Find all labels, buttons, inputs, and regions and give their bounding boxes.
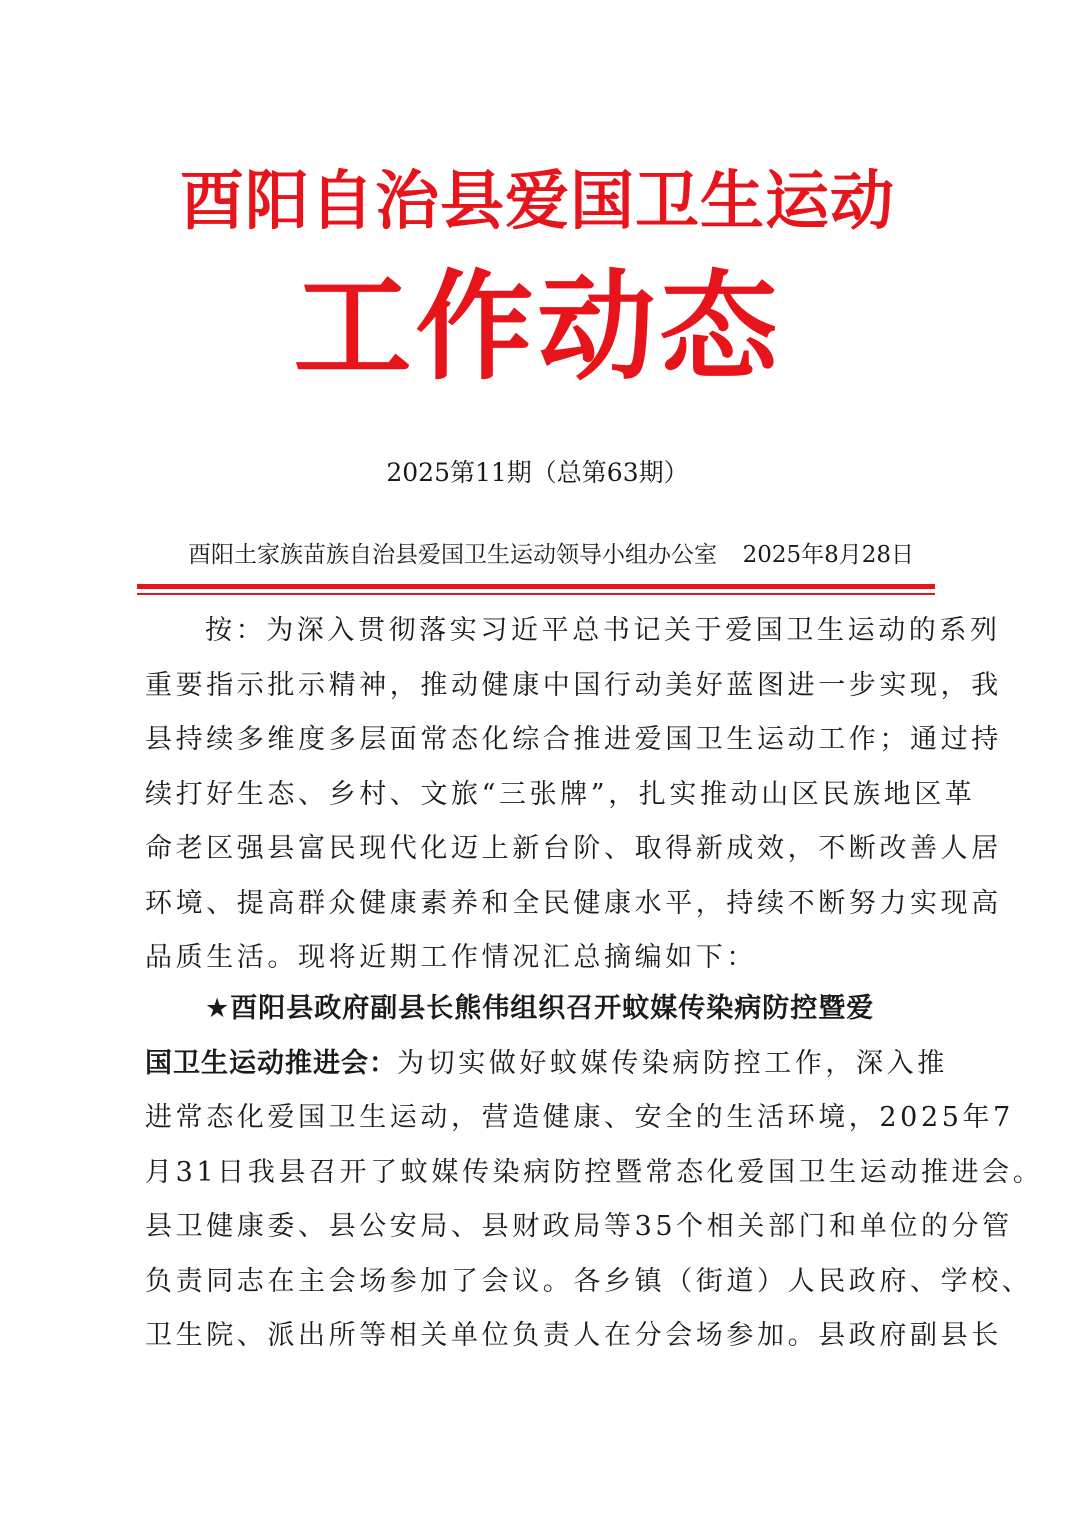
article-line: 卫生院、派出所等相关单位负责人在分会场参加。县政府副县长 <box>145 1320 1002 1351</box>
news-article <box>145 982 1044 1364</box>
intro-line: 县持续多维度多层面常态化综合推进爱国卫生运动工作；通过持 <box>145 724 1002 755</box>
article-line <box>145 1037 948 1092</box>
article-line: 县卫健康委、县公安局、县财政局等35个相关部门和单位的分管 <box>145 1211 1013 1242</box>
issue-number: 2025第11期（总第63期） <box>386 458 689 487</box>
issue-date: 2025年8月28日 <box>742 542 914 568</box>
intro-line: 环境、提高群众健康素养和全民健康水平，持续不断努力实现高 <box>145 887 1002 919</box>
intro-line: 命老区强县富民现代化迈上新台阶、取得新成效，不断改善人居 <box>145 833 1002 864</box>
intro-line: 续打好生态、乡村、文旅“三张牌”，扎实推动山区民族地区革 <box>145 778 976 810</box>
red-divider-thick <box>137 584 935 589</box>
masthead-subtitle: 工作动态 <box>293 257 782 396</box>
issuing-organization: 酉阳土家族苗族自治县爱国卫生运动领导小组办公室 <box>188 542 717 568</box>
article-headline-end: 国卫生运动推进会： <box>145 1047 397 1079</box>
article-headline-line <box>145 982 945 1037</box>
article-line: 进常态化爱国卫生运动，营造健康、安全的生活环境，2025年7 <box>145 1102 1014 1133</box>
red-divider-thin <box>137 593 935 595</box>
intro-line: 按：为深入贯彻落实习近平总书记关于爱国卫生运动的系列 <box>205 615 1001 646</box>
intro-line: 重要指示批示精神，推动健康中国行动美好蓝图进一步实现，我 <box>145 669 1002 701</box>
editor-note <box>145 604 1002 986</box>
intro-line: 品质生活。现将近期工作情况汇总摘编如下： <box>145 942 757 973</box>
masthead-title: 酉阳自治县爱国卫生运动 <box>180 165 895 239</box>
article-line: 月31日我县召开了蚊媒传染病防控暨常态化爱国卫生运动推进会。 <box>145 1156 1044 1188</box>
article-line: 负责同志在主会场参加了会议。各乡镇（街道）人民政府、学校、 <box>145 1265 1033 1297</box>
article-headline: ★酉阳县政府副县长熊伟组织召开蚊媒传染病防控暨爱 <box>205 993 875 1024</box>
article-text: 为切实做好蚊媒传染病防控工作，深入推 <box>397 1047 948 1079</box>
issuer-row <box>188 537 918 573</box>
